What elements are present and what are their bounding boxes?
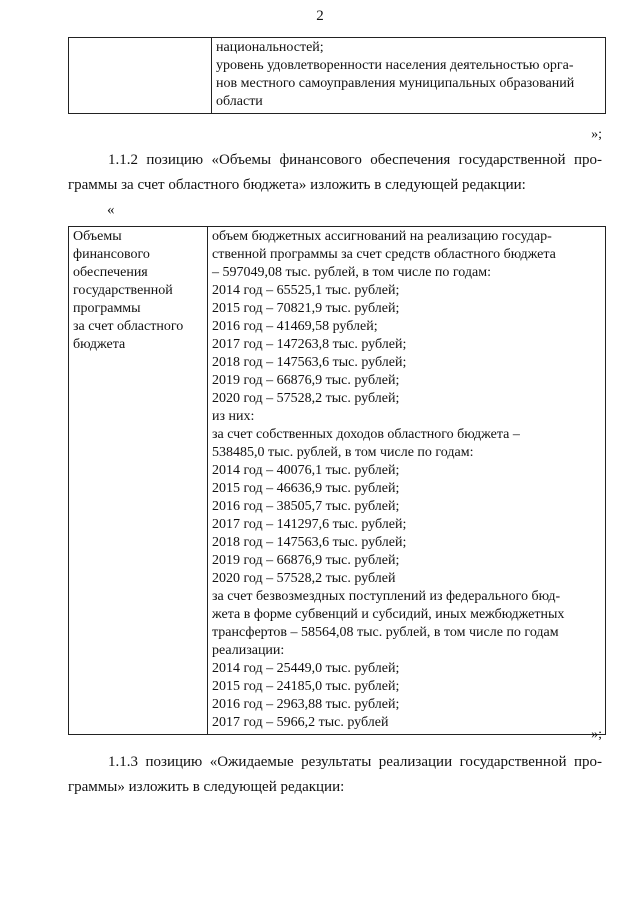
- value-line: за счет собственных доходов областного бюджета –: [212, 427, 520, 442]
- paragraph-1-1-2: [68, 148, 602, 198]
- value-line: 2015 год – 70821,9 тыс. рублей;: [212, 301, 400, 316]
- value-line: реализации:: [212, 643, 285, 658]
- closing-quote-2: »;: [591, 727, 602, 742]
- value-line: – 597049,08 тыс. рублей, в том числе по годам:: [212, 265, 491, 280]
- value-line: 2017 год – 147263,8 тыс. рублей;: [212, 337, 407, 352]
- value-line: 2018 год – 147563,6 тыс. рублей;: [212, 535, 407, 550]
- label-line: обеспечения: [73, 265, 148, 280]
- financing-table: [68, 226, 606, 735]
- table-row: [69, 38, 606, 114]
- value-line: 2014 год – 65525,1 тыс. рублей;: [212, 283, 400, 298]
- label-line: за счет областного: [73, 319, 184, 334]
- opening-quote: «: [107, 202, 115, 218]
- label-line: финансового: [73, 247, 150, 262]
- value-line: жета в форме субвенций и субсидий, иных межбюджетных: [212, 607, 565, 622]
- page-number: 2: [316, 8, 324, 24]
- table-line: нов местного самоуправления муниципальных образований: [216, 76, 575, 91]
- value-line: 2017 год – 5966,2 тыс. рублей: [212, 715, 389, 730]
- table-line: уровень удовлетворенности населения деятельностью орга-: [216, 58, 574, 73]
- table-line: национальностей;: [216, 40, 324, 55]
- label-line: бюджета: [73, 337, 126, 352]
- financing-table-label-cell: [69, 227, 208, 735]
- value-line: 2017 год – 141297,6 тыс. рублей;: [212, 517, 407, 532]
- value-line: за счет безвозмездных поступлений из федерального бюд-: [212, 589, 561, 604]
- value-line: 2014 год – 25449,0 тыс. рублей;: [212, 661, 400, 676]
- value-line: объем бюджетных ассигнований на реализацию государ-: [212, 229, 552, 244]
- value-line: 2016 год – 38505,7 тыс. рублей;: [212, 499, 400, 514]
- value-line: из них:: [212, 409, 255, 424]
- top-table-right-cell: [212, 38, 606, 114]
- value-line: 2019 год – 66876,9 тыс. рублей;: [212, 553, 400, 568]
- value-line: 2015 год – 46636,9 тыс. рублей;: [212, 481, 400, 496]
- value-line: 2014 год – 40076,1 тыс. рублей;: [212, 463, 400, 478]
- paragraph-1-1-3: [68, 750, 602, 800]
- value-line: 538485,0 тыс. рублей, в том числе по годам:: [212, 445, 474, 460]
- label-line: Объемы: [73, 229, 122, 244]
- label-line: государственной: [73, 283, 173, 298]
- paragraph-line: 1.1.2 позицию «Объемы финансового обеспечения государственной про-: [108, 152, 602, 168]
- value-line: 2020 год – 57528,2 тыс. рублей: [212, 571, 396, 586]
- table-row: [69, 227, 606, 735]
- value-line: 2016 год – 2963,88 тыс. рублей;: [212, 697, 400, 712]
- value-line: 2018 год – 147563,6 тыс. рублей;: [212, 355, 407, 370]
- label-line: программы: [73, 301, 141, 316]
- paragraph-line: граммы за счет областного бюджета» изложить в следующей редакции:: [68, 177, 526, 193]
- closing-quote-1: »;: [591, 127, 602, 142]
- table-line: области: [216, 94, 263, 109]
- value-line: 2016 год – 41469,58 рублей;: [212, 319, 378, 334]
- top-table-left-cell: [69, 38, 212, 114]
- top-table: [68, 37, 606, 114]
- paragraph-line: 1.1.3 позицию «Ожидаемые результаты реализации государственной про-: [108, 754, 602, 770]
- value-line: ственной программы за счет средств областного бюджета: [212, 247, 556, 262]
- value-line: 2019 год – 66876,9 тыс. рублей;: [212, 373, 400, 388]
- value-line: трансфертов – 58564,08 тыс. рублей, в том числе по годам: [212, 625, 559, 640]
- financing-table-value-cell: [208, 227, 606, 735]
- value-line: 2015 год – 24185,0 тыс. рублей;: [212, 679, 400, 694]
- value-line: 2020 год – 57528,2 тыс. рублей;: [212, 391, 400, 406]
- paragraph-line: граммы» изложить в следующей редакции:: [68, 779, 345, 795]
